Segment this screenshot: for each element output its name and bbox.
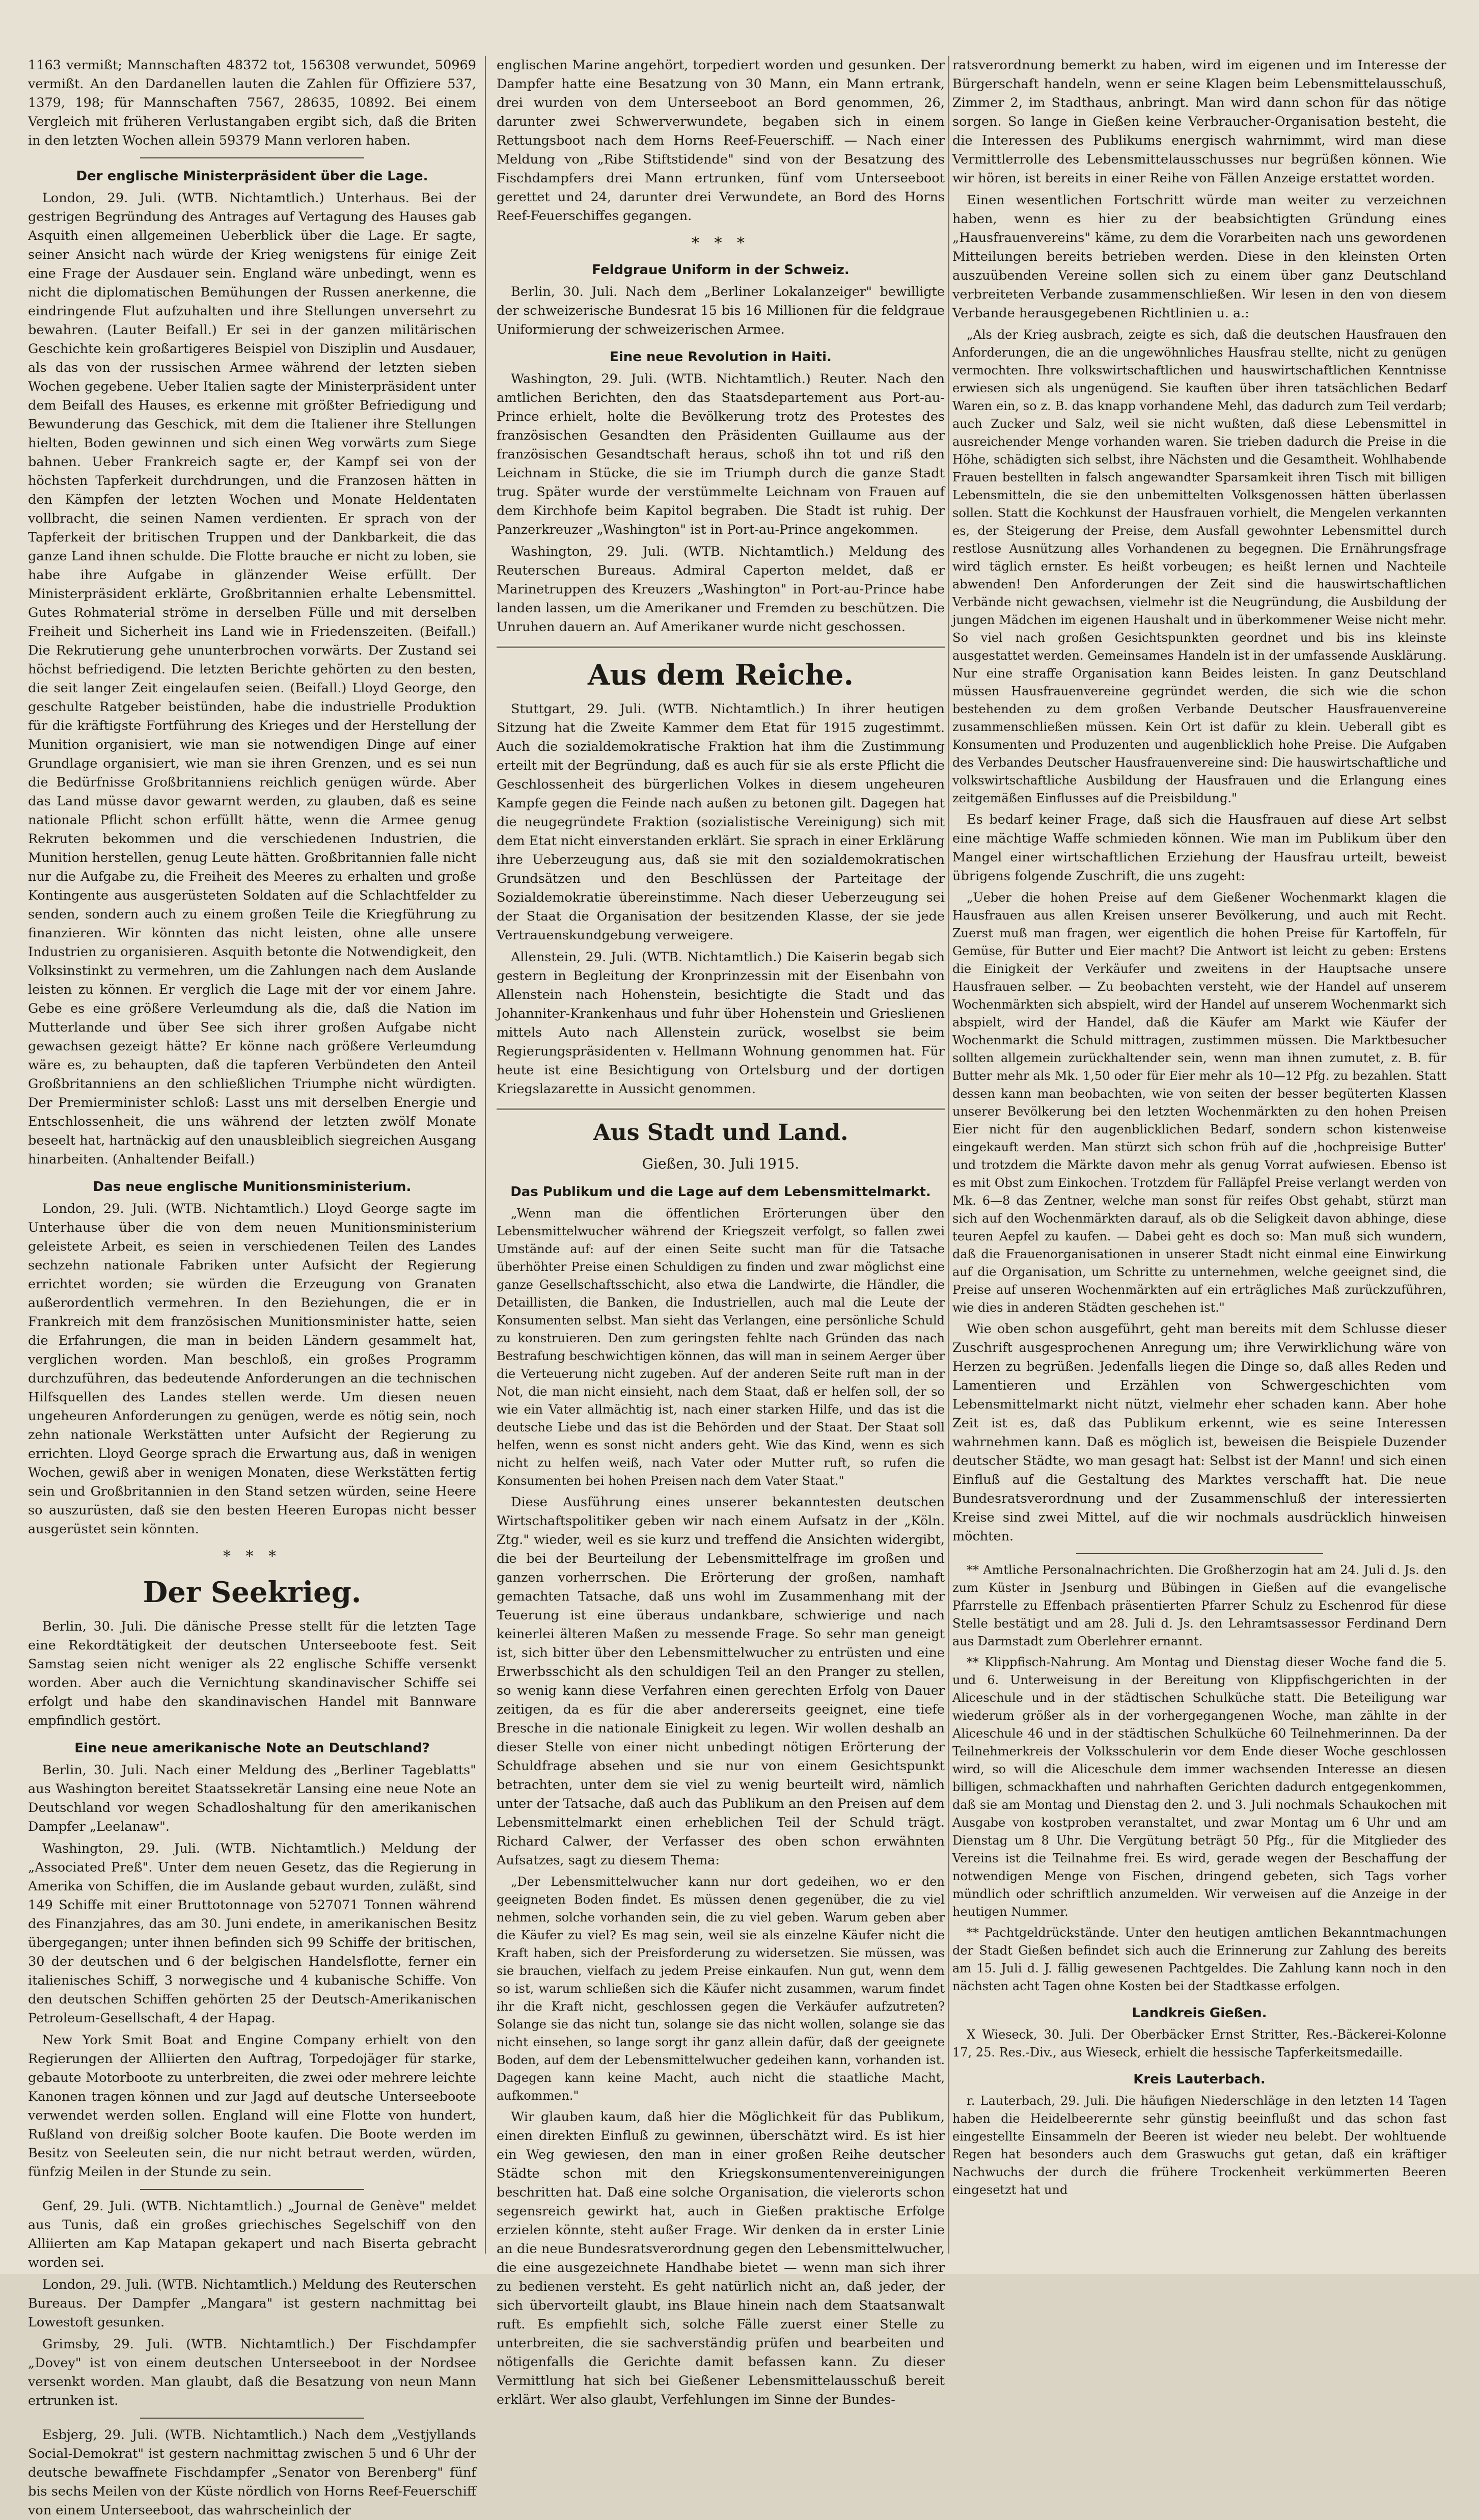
article-klippfisch: ** Klippfisch-Nahrung. Am Montag und Dienstag dieser Woche fand die 5. und 6. Unterweisung in der Bereitung von Klippfischgerichten in der Aliceschule und in der städtischen Schulküche statt. Die Beteiligung war wiederum größer als in der vorhergegangenen Woche, man zählte in der Aliceschule 46 und in der städtischen Schulküche 60 Teilnehmerinnen. Da der Teilnehmerkreis der Volksschulerin vor dem Ende dieser Woche geschlossen wird, so will die Aliceschule dem immer wachsenden Interesse an diesen billigen, schmackhaften und nahrhaften Gerichten dadurch entgegenkommen, daß sie am Montag und Dienstag den 2. und 3. Juli nochmals Schaukochen mit Ausgabe von kostproben veranstaltet, und zwar Montag um 6 Uhr und am Dienstag um 8 Uhr. Die Vergütung beträgt 50 Pfg., für die Mitglieder des Vereins ist die Teilnahme frei. Es wird, gerade wegen der Beschaffung der notwendigen Menge von Fischen, dringend gebeten, sich Tags vorher mündlich oder schriftlich anzumelden. Wir verweisen auf die Anzeige in der heutigen Nummer. <box>952 1655 1446 1919</box>
article-stuttgart: Stuttgart, 29. Juli. (WTB. Nichtamtlich.) In ihrer heutigen Sitzung hat die Zweite Kammer dem Etat für 1915 zugestimmt. Auch die sozialdemokratische Fraktion hat ihm die Zustimmung erteilt mit der Begründung, daß es auch für sie als erste Pflicht die Geschlossenheit des bürgerlichen Volkes in diesem ungeheuren Kampfe gegen die Feinde nach außen zu betonen gilt. Dagegen hat die neugegründete Fraktion (sozialistische Vereinigung) sich mit dem Etat nicht einverstanden erklärt. Sie sprach in einer Erklärung ihre Ueberzeugung aus, daß sie mit den sozialdemokratischen Grundsätzen und den Beschlüssen der Parteitage der Sozialdemokratie übereinstimme. Nach dieser Ueberzeugung sei der Staat die Organisation der besitzenden Klasse, der sie jede Vertrauenskundgebung verweigere. <box>497 701 945 943</box>
article-note: Berlin, 30. Juli. Nach einer Meldung des „Berliner Tageblatts" aus Washington bereitet Staatssekretär Lansing eine neue Note an Deutschland vor wegen Schadloshaltung für den amerikanischen Dampfer „Leelanaw". <box>28 1763 476 1834</box>
column-rule <box>485 56 486 2254</box>
headline-lauterbach: Kreis Lauterbach. <box>1133 2072 1266 2087</box>
headline-ministerpraesident: Der englische Ministerpräsident über die Lage. <box>76 169 428 184</box>
dateline: Gießen, 30. Juli 1915. <box>642 1155 800 1172</box>
section-title-seekrieg: Der Seekrieg. <box>143 1576 362 1609</box>
article-hausfrauenverein: Einen wesentlichen Fortschritt würde man weiter zu verzeichnen haben, wenn es hier zu der beabsichtigten Gründung eines „Hausfrauenvereins" käme, zu dem die Vorarbeiten nach uns gewordenen Mitteilungen bereits betrieben werden. Diese in den kleinsten Orten auszuübenden Vereine sollen sich zu einem über ganz Deutschland verbreiteten Verbande zusammenschließen. Wir lesen in den von diesem Verbande herausgegebenen Richtlinien u. a.: <box>952 193 1446 321</box>
article-zuschrift-quote: „Ueber die hohen Preise auf dem Gießener Wochenmarkt klagen die Hausfrauen aus allen Kreisen unserer Bevölkerung, und auch mit Recht. Zuerst muß man fragen, wer eigentlich die hohen Preise für Kartoffeln, für Gemüse, für Butter und Eier macht? Die Antwort ist leicht zu geben: Erstens die Einigkeit der Verkäufer und zweitens in der Hauptsache unsere Hausfrauen selber. — Zu beobachten versteht, wie der Handel auf unserem Wochenmärkten sich abspielt, wird der Handel auf unserem Wochenmarkt sich abspielt, wird der Handel, daß die Käufer am Markt wie Käufer der Wochenmarkt die Schuld mittragen, zustimmen müssen. Die Marktbesucher sollten allgemein zurückhaltender sein, wenn man ihnen zumutet, z. B. für Butter mehr als Mk. 1,50 oder für Eier mehr als 10—12 Pfg. zu bezahlen. Statt dessen kann man beobachten, wie von seiten der besser begüterten Klassen unserer Bevölkerung bei den letzten Wochenmärkten zu den hohen Preisen Eier nicht für den augenblicklichen Bedarf, sondern schon kistenweise eingekauft werden. Man stürzt sich schon früh auf die ,hochpreisige Butter' und trotzdem die Märkte davon mehr als genug Vorrat aufwiesen. Ebenso ist es mit Obst zum Einkochen. Trotzdem für Falläpfel Preise verlangt werden von Mk. 6—8 das Zentner, welche man sonst für reifes Obst gehabt, stürzt man sich auf den Wochenmärkten darauf, als ob die Seligkeit davon abhinge, diese teuren Aepfel zu kaufen. — Dabei geht es doch so: Man muß sich wundern, daß die Frauenorganisationen in unserer Stadt nicht einmal eine Einwirkung auf die Organisation, um Schritte zu unternehmen, welche geeignet sind, die Preise auf unseren Wochenmärkten auf ein erträgliches Maß zurückzuführen, wie dies in anderen Städten geschehen ist." <box>952 890 1446 1315</box>
article-ministerpraesident: London, 29. Juli. (WTB. Nichtamtlich.) Unterhaus. Bei der gestrigen Begründung des Antrages auf Vertagung des Hauses gab Asquith einen allgemeinen Ueberblick über die Lage. Er sagte, seiner Ansicht nach würde der Krieg wenigstens für einige Zeit eine Frage der Ausdauer sein. England wäre unbedingt, wenn es nicht die diplomatischen Bemühungen der Russen anerkenne, die eindringende Flut aufzuhalten und ihre Stellungen unversehrt zu bewahren. (Lauter Beifall.) Er sei in der ganzen militärischen Geschichte kein großartigeres Beispiel von Disziplin und Ausdauer, als das von der russischen Armee während der letzten sieben Wochen gegebene. Ueber Italien sagte der Ministerpräsident unter dem Beifall des Hauses, es erkenne mit größter Befriedigung und Bewunderung das Geschick, mit dem die Italiener ihre Stellungen hielten, Boden gewinnen und sich einen Weg vorwärts zum Siege bahnen. Ueber Frankreich sagte er, der Kampf sei von der höchsten Tapferkeit durchdrungen, und die Franzosen hätten in den Kämpfen der letzten Wochen und Monate Heldentaten vollbracht, die seinen Namen verdienten. Er sprach von der Tapferkeit der britischen Truppen und der Dankbarkeit, die das ganze Land ihnen schulde. Die Flotte brauche er nicht zu loben, sie habe ihre Aufgabe in glänzender Weise erfüllt. Der Ministerpräsident erklärte, Großbritannien erhalte Lebensmittel. Gutes Rohmaterial ströme in derselben Fülle und mit derselben Freiheit und Sicherheit ins Land wie in Friedenszeiten. (Beifall.) Die Rekrutierung gehe ununterbrochen vorwärts. Der Zustand sei höchst befriedigend. Die letzten Berichte gehörten zu den besten, die seit langer Zeit eingelaufen seien. (Beifall.) Lloyd George, den geschulte Ratgeber beistünden, habe die industrielle Produktion für die kräftigste Fortführung des Krieges und der Herstellung der Munition organisiert, wie man sie notwendigen Dinge auf einer Grundlage organisiert, wie man sie ihren Grenzen, und es sei nun die Bedürfnisse Großbritanniens reichlich genügen würde. Aber das Land müsse davor gewarnt werden, zu glauben, daß es seine nationale Pflicht schon erfüllt hätte, wenn die Armee genug Rekruten bekommen und die verschiedenen Industrien, die Munition herstellen, genug Leute hätten. Großbritannien falle nicht nur die Aufgabe zu, die Freiheit des Meeres zu erhalten und große Kontingente aus ausgerüsteten Soldaten auf die Schlachtfelder zu senden, sondern auch zu einem großen Teile die Kriegführung zu finanzieren. Wir könnten das nicht leisten, ohne alle unsere Industrien zu organisieren. Asquith betonte die Notwendigkeit, den Volksinstinkt zu vermehren, um die Zahlungen nach dem Auslande leisten zu können. Er verglich die Lage mit der vor einem Jahre. Gebe es eine größere Verleumdung als die, daß die Nation im Mutterlande und über See sich ihrer großen Aufgabe nicht gewachsen gezeigt hätte? Er könne nach größere Verleumdung wäre es, zu behaupten, daß die tapferen Verbündeten den Anteil Großbritanniens an den schließlichen Triumphe nicht würdigten. Der Premierminister schloß: Lasst uns mit derselben Energie und Entschlossenheit, die uns während der letzten zwölf Monate beseelt hat, hartnäckig auf den unausbleiblich siegreichen Ausgang hinarbeiten. (Anhaltender Beifall.) <box>28 191 476 1167</box>
divider <box>140 2189 364 2190</box>
article-esbjerg: Esbjerg, 29. Juli. (WTB. Nichtamtlich.) Nach dem „Vestjyllands Social-Demokrat" ist gestern nachmittag zwischen 5 und 6 Uhr der deutsche bewaffnete Fischdampfer „Senator von Berenberg" fünf bis sechs Meilen von der Küste nördlich von Horns Reef-Feuerschiff von einem Unterseeboot, das wahrscheinlich der <box>28 2427 476 2518</box>
article-publikum: Diese Ausführung eines unserer bekanntesten deutschen Wirtschaftspolitiker geben wir nach einem Aufsatz in der „Köln. Ztg." wieder, weil es sie kurz und treffend die Ansichten widergibt, die bei der Beurteilung der Lebensmittelfrage im großen und ganzen vorherrschen. Die Erörterung der großen, namhaft gemachten Tatsache, daß uns wohl im Zusammenhang mit der Teuerung ist eine überaus undankbare, schwierige und nach keinerlei älteren Maßen zu messende Frage. So sehr man geneigt ist, sich bitter über den Lebensmittelwucher zu entrüsten und eine Erwerbsschicht als den schuldigen Teil an den Pranger zu stellen, so wenig kann diese Verfahren einen gerechten Erfolg von Dauer zeitigen, da es für die aber andererseits geeignet, eine tiefe Bresche in die nationale Einigkeit zu legen. Wir wollen deshalb an dieser Stelle von einer nicht unbedingt nötigen Erörterung der Schuldfrage absehen und sie nur von einem Gesichtspunkt betrachten, unter dem sie viel zu wenig beurteilt wird, nämlich unter der Tatsache, daß auch das Publikum an den Preisen auf dem Lebensmittelmarkt einen erheblichen Teil der Schuld trägt. Richard Calwer, der Verfasser des oben schon erwähnten Aufsatzes, sagt zu diesem Thema: <box>497 1495 945 1868</box>
column-3 <box>952 56 1446 2254</box>
headline-munitions: Das neue englische Munitionsministerium. <box>93 1179 412 1195</box>
section-stars: * * * <box>223 1548 282 1565</box>
section-stars: * * * <box>691 234 750 252</box>
article-newyork: New York Smit Boat and Engine Company erhielt von den Regierungen der Alliierten den Auftrag, Torpedojäger für starke, gebaute Motorboote zu unterbreiten, die zwei oder mehrere leichte Kanonen tragen können und zur Jagd auf deutsche Unterseeboote verwendet werden sollen. England will eine Flotte von hundert, Rußland von dreißig solcher Boote kaufen. Die Boote werden im Besitz von Seeleuten sein, die nur nicht betraut werden, würden, fünfzig Meilen in der Stunde zu sein. <box>28 2033 476 2180</box>
article-haiti: Washington, 29. Juli. (WTB. Nichtamtlich.) Reuter. Nach den amtlichen Berichten, den das Staatsdepartement aus Port-au-Prince erhielt, holte die Bevölkerung trotz des Protestes des französischen Gesandten den Präsidenten Guillaume aus der französischen Gesandtschaft heraus, schoß ihn tot und riß den Leichnam in Stücke, die sie im Triumph durch die ganze Stadt trug. Später wurde der verstümmelte Leichnam von Frauen auf dem Kirchhofe beim Kapitol begraben. Die Stadt ist ruhig. Der Panzerkreuzer „Washington" ist in Port-au-Prince angekommen. <box>497 371 945 537</box>
article-uniform: Berlin, 30. Juli. Nach dem „Berliner Lokalanzeiger" bewilligte der schweizerische Bundesrat 15 bis 16 Millionen für die feldgraue Uniformierung der schweizerischen Armee. <box>497 284 945 337</box>
article-personalnachrichten: ** Amtliche Personalnachrichten. Die Großherzogin hat am 24. Juli d. Js. den zum Küster in Jsenburg und Bübingen in Gießen auf die evangelische Pfarrstelle zu Effenbach präsentierten Pfarrer Schulz zu Eschenrod für diese Stelle bestätigt und am 28. Juli d. Js. den Lehramtsassessor Ferdinand Dern aus Darmstadt zum Oberlehrer ernannt. <box>952 1563 1446 1648</box>
headline-uniform: Feldgraue Uniform in der Schweiz. <box>592 262 850 278</box>
headline-note: Eine neue amerikanische Note an Deutschland? <box>74 1741 430 1756</box>
article-anregung: Wie oben schon ausgeführt, geht man bereits mit dem Schlusse dieser Zuschrift ausgesprochenen Anregung um; ihre Verwirklichung wäre von Herzen zu begrüßen. Jedenfalls liegen die Dinge so, daß alles Reden und Lamentieren und Erzählen von Schwergeschichten vom Lebensmittelmarkt nicht nützt, vielmehr eher schaden kann. Aber hohe Zeit ist es, daß das Publikum erkennt, wie es seine Interessen wahrnehmen kann. Daß es möglich ist, beweisen die Beispiele Duzender deutscher Städte, wo man gesagt hat: Selbst ist der Mann! und sich einen Einfluß auf die Gestaltung des Marktes verschafft hat. Die neue Bundesratsverordnung und der Zusammenschluß der interessierten Kreise sind zwei Mittel, auf die wir nochmals ausdrücklich hinweisen möchten. <box>952 1321 1446 1544</box>
article-genf: Genf, 29. Juli. (WTB. Nichtamtlich.) „Journal de Genève" meldet aus Tunis, daß ein großes griechisches Segelschiff von den Alliierten am Kap Matapan gekapert und nach Biserta gebracht worden sei. <box>28 2199 476 2270</box>
article-grimsby: Grimsby, 29. Juli. (WTB. Nichtamtlich.) Der Fischdampfer „Dovey" ist von einem deutschen Unterseeboot in der Nordsee versenkt worden. Man glaubt, daß die Besatzung von neun Mann ertrunken ist. <box>28 2337 476 2408</box>
article-publikum-continued: ratsverordnung bemerkt zu haben, wird im eigenen und im Interesse der Bürgerschaft handeln, wenn er seine Klagen beim Lebensmittelausschuß, Zimmer 2, im Stadthaus, anbringt. Man wird dann schon für das nötige sorgen. So lange in Gießen keine Verbraucher-Organisation besteht, die die Interessen des Publikums energisch wahrnimmt, wird man diese Vermittlerrolle des Lebensmittelausschusses nur begrüßen können. Wie wir hören, ist bereits in einer Reihe von Fällen Anzeige erstattet worden. <box>952 58 1446 186</box>
section-divider <box>497 1108 945 1110</box>
divider <box>140 157 364 158</box>
article-allenstein: Allenstein, 29. Juli. (WTB. Nichtamtlich.) Die Kaiserin begab sich gestern in Begleitung der Kronprinzessin mit der Eisenbahn von Allenstein nach Hohenstein, besichtigte die Stadt und das Johanniter-Krankenhaus und fuhr über Hohenstein und Grieslienen mittels Auto nach Allenstein zurück, woselbst sie beim Regierungspräsidenten v. Hellmann Wohnung genommen hat. Für heute ist eine Besichtigung von Ortelsburg und der dortigen Kriegslazarette in Aussicht genommen. <box>497 950 945 1097</box>
divider <box>140 2418 364 2419</box>
section-title-stadt-land: Aus Stadt und Land. <box>593 1120 848 1146</box>
headline-haiti: Eine neue Revolution in Haiti. <box>610 349 832 365</box>
article-esbjerg-continued: englischen Marine angehört, torpediert worden und gesunken. Der Dampfer hatte eine Besatzung von 30 Mann, ein Mann ertrank, drei wurden von dem Unterseeboot an Bord genommen, 26, darunter zwei Schwerverwundete, begaben sich in einem Rettungsboot nach dem Horns Reef-Feuerschiff. — Nach einer Meldung von „Ribe Stiftstidende" sind von der Besatzung des Fischdampfers drei Mann ertrunken, fünf vom Unterseeboot gerettet und 24, darunter drei Verwundete, an Bord des Horns Reef-Feuerschiffes gegangen. <box>497 58 945 224</box>
article-publikum-2: Wir glauben kaum, daß hier die Möglichkeit für das Publikum, einen direkten Einfluß zu gewinnen, überschätzt wird. Es ist hier ein Weg gewiesen, den man in einer großen Reihe deutscher Städte schon mit den Kriegskonsumentenvereinigungen beschritten hat. Daß eine solche Organisation, die vielerorts schon segensreich gewirkt hat, auch in Gießen praktische Erfolge erzielen könnte, steht außer Frage. Wir denken da in erster Linie an die neue Bundesratsverordnung gegen den Lebensmittelwucher, die eine ausgezeichnete Handhabe bietet — wenn man sich ihrer zu bedienen versteht. Es geht natürlich nicht an, daß jeder, der sich übervorteilt glaubt, ins Blaue hinein nach dem Staatsanwalt ruft. Es empfiehlt sich, solche Fälle zuerst einer Stelle zu unterbreiten, die sie sachverständig prüfen und bearbeiten und nötigenfalls die Gerichte damit befassen kann. Zu dieser Vermittlung hat sich bei Gießener Lebensmittelausschuß bereit erklärt. Wer also glaubt, Verfehlungen im Sinne der Bundes- <box>497 2109 945 2407</box>
section-title-reich: Aus dem Reiche. <box>587 658 854 692</box>
article-munitions: London, 29. Juli. (WTB. Nichtamtlich.) Lloyd George sagte im Unterhause über die von dem neuen Munitionsministerium geleistete Arbeit, es seien in verschiedenen Teilen des Landes sechzehn nationale Fabriken unter Aufsicht der Regierung errichtet worden; sie würden die Erzeugung von Granaten außerordentlich vermehren. In den Beziehungen, die er in Frankreich mit dem französischen Munitionsminister hatte, seien die Erfahrungen, die man in beiden Ländern gesammelt hat, verglichen worden. Man beschloß, ein großes Programm durchzuführen, das bedeutende Anforderungen an die technischen Hilfsquellen des Landes stellen werde. Um diesen neuen ungeheuren Anforderungen zu genügen, werde es nötig sein, noch zehn nationale Werkstätten unter Aufsicht der Regierung zu errichten. Lloyd George sprach die Erwartung aus, daß in wenigen Wochen, gewiß aber in wenigen Monaten, diese Werkstätten fertig sein und Großbritannien in den Stand setzen würden, seine Heere so auszurüsten, daß sie den besten Heeren Europas nicht besser ausgerüstet sein könnten. <box>28 1201 476 1537</box>
divider <box>1076 1553 1323 1554</box>
article-waffe: Es bedarf keiner Frage, daß sich die Hausfrauen auf diese Art selbst eine mächtige Waffe schmieden können. Wie man im Publikum über den Mangel einer wirtschaftlichen Erziehung der Hausfrau urteilt, beweist übrigens folgende Zuschrift, die uns zugeht: <box>952 812 1446 884</box>
article-haiti-2: Washington, 29. Juli. (WTB. Nichtamtlich.) Meldung des Reuterschen Bureaus. Admiral Caperton meldet, daß er Marinetruppen des Kreuzers „Washington" in Port-au-Prince habe landen lassen, um die Amerikaner und Fremden zu beschützen. Die Unruhen dauern an. Auf Amerikaner wurde nicht geschossen. <box>497 544 945 635</box>
article-publikum-quote-2: „Der Lebensmittelwucher kann nur dort gedeihen, wo er den geeigneten Boden findet. Es müssen denen gegenüber, die zu viel nehmen, solche vorhanden sein, die zu viel geben. Warum geben aber die Käufer zu viel? Es mag sein, weil sie als einzelne Käufer nicht die Kraft haben, sich der Preisforderung zu widersetzen. Sie müssen, was sie brauchen, vielfach zu jedem Preise einkaufen. Nun gut, wenn dem so ist, warum schließen sich die Käufer nicht zusammen, warum findet ihr die Kraft nicht, geschlossen gegen die Verkäufer aufzutreten? Solange sie das nicht tun, solange sie das nicht wollen, solange sie das nicht einsehen, so lange sorgt ihr ganz allein dafür, daß der geeignete Boden, auf dem der Lebensmittelwucher gedeihen kann, vorhanden ist. Dagegen kann keine Macht, auch nicht die staatliche Macht, aufkommen." <box>497 1875 945 2103</box>
column-2 <box>497 56 945 2407</box>
article-lauterbach: r. Lauterbach, 29. Juli. Die häufigen Niederschläge in den letzten 14 Tagen haben die Heidelbeerernte sehr günstig beeinflußt und das schon fast eingestellte Einsammeln der Beeren ist wieder neu belebt. Der wohltuende Regen hat besonders auch dem Graswuchs gut getan, daß ein kräftiger Nachwuchs der durch die frühere Trockenheit verkümmerten Beeren eingesetzt hat und <box>952 2094 1446 2197</box>
article-seekrieg: Berlin, 30. Juli. Die dänische Presse stellt für die letzten Tage eine Rekordtätigkeit der deutschen Unterseeboote fest. Seit Samstag seien nicht weniger als 22 englische Schiffe versenkt worden. Aber auch die Vernichtung skandinavischer Schiffe sei erfolgt und habe den skandinavischen Handel mit Bannware empfindlich gestört. <box>28 1619 476 1728</box>
column-rule <box>948 56 949 2254</box>
article-casualties-continued: 1163 vermißt; Mannschaften 48372 tot, 156308 verwundet, 50969 vermißt. An den Dardanellen lauten die Zahlen für Offiziere 537, 1379, 198; für Mannschaften 7567, 28635, 10892. Bei einem Vergleich mit früheren Verlustangaben ergibt sich, daß die Briten in den letzten Wochen allein 59379 Mann verloren haben. <box>28 58 476 148</box>
article-publikum-quote: „Wenn man die öffentlichen Erörterungen über den Lebensmittelwucher während der Kriegszeit verfolgt, so fallen zwei Umstände auf: auf der einen Seite sucht man für die Tatsache überhöhter Preise einen Schuldigen zu finden und zwar möglichst eine ganze Gesellschaftsschicht, also etwa die Landwirte, die Händler, die Detaillisten, die Banken, die Industriellen, auch mal die Leute der Konsumenten selbst. Man sieht das Verlangen, eine persönliche Schuld zu konstruieren. Den zum geringsten fehlte nach Gründen das nach Bestrafung beschwichtigen können, das will man in seinem Aerger über die Verteuerung nicht zugeben. Auf der anderen Seite ruft man in der Not, die man nicht einsieht, nach dem Staat, daß er helfen soll, der so wie ein Vater allmächtig ist, nach einer starken Hilfe, und das ist die deutsche Liebe und das ist die Behörden und der Staat. Der Staat soll helfen, wenn es sonst nicht anders geht. Wie das Kind, wenn es sich nicht zu helfen weiß, nach Vater oder Mutter ruft, so rufen die Konsumenten bei hohen Preisen nach dem Vater Staat." <box>497 1206 945 1488</box>
article-wieseck: X Wieseck, 30. Juli. Der Oberbäcker Ernst Stritter, Res.-Bäckerei-Kolonne 17, 25. Res.-Div., aus Wieseck, erhielt die hessische Tapferkeitsmedaille. <box>952 2027 1446 2060</box>
article-washington: Washington, 29. Juli. (WTB. Nichtamtlich.) Meldung der „Associated Preß". Unter dem neuen Gesetz, das die Regierung in Amerika von Schiffen, die im Auslande gebaut wurden, zuläßt, sind 149 Schiffe mit einer Bruttotonnage von 527071 Tonnen während des Finanzjahres, das am 30. Juni endete, in amerikanischen Besitz übergegangen; unter ihnen befinden sich 99 Schiffe der britischen, 30 der deutschen und 6 der belgischen Handelsflotte, ferner ein italienisches Schiff, 3 norwegische und 4 kubanische Schiffe. Von den deutschen Schiffen gehörten 25 der Deutsch-Amerikanischen Petroleum-Gesellschaft, 4 der Hapag. <box>28 1841 476 2026</box>
article-richtlinien-quote: „Als der Krieg ausbrach, zeigte es sich, daß die deutschen Hausfrauen den Anforderungen, die an die ungewöhnliches Hausfrau stellte, nicht zu genügen vermochten. Ihre volkswirtschaftlichen und hauswirtschaftlichen Kenntnisse erwiesen sich als ungenügend. Sie kauften über ihren tatsächlichen Bedarf Waren ein, so z. B. das knapp vorhandene Mehl, das dadurch zum Teil verdarb; auch Zucker und Salz, weil sie nicht wußten, daß diese Lebensmittel in ausreichender Menge vorhanden waren. Sie trieben dadurch die Preise in die Höhe, schädigten sich selbst, ihre Nächsten und die Gesamtheit. Wohlhabende Frauen bestellten in falsch angewandter Sparsamkeit ihren Tisch mit billigen Lebensmitteln, die sie den unbemittelten Volksgenossen hätten überlassen sollen. Statt die Kochkunst der Hausfrauen vorhielt, die Mengelen verkannten es, der Steigerung der Preise, dem Ausfall gewohnter Lebensmittel durch restlose Ausnützung alles Vorhandenen zu begegnen. Die Ernährungsfrage wird täglich ernster. Es heißt vorbeugen; es heißt lernen und Nachteile abwenden! Den Anforderungen der Zeit sind die hauswirtschaftlichen Verbände nicht gewachsen, vielmehr ist die Neugründung, die Ausbildung der jungen Mädchen im eigenen Haushalt und in überkommener Weise nicht mehr. So viel nach großen Gesichtspunkten geordnet und bis ins kleinste ausgestattet werden. Gemeinsames Handeln ist in der umfassende Ausklärung. Nur eine straffe Organisation kann Beides leisten. In ganz Deutschland müssen Hausfrauenvereine gegründet werden, die sich wie die schon bestehenden zu dem großen Verbande Deutscher Hausfrauenvereine zusammenschließen müssen. Kein Ort ist dafür zu klein. Ueberall gibt es Konsumenten und Produzenten und augenblicklich hohe Preise. Die Aufgaben des Verbandes Deutscher Hausfrauenvereine sind: Die hauswirtschaftliche und volkswirtschaftliche Ausbildung der Hausfrauen und die Erlangung eines zeitgemäßen Einflusses auf die Preisbildung." <box>952 328 1446 805</box>
article-pachtgeld: ** Pachtgeldrückstände. Unter den heutigen amtlichen Bekanntmachungen der Stadt Gießen befindet sich auch die Erinnerung zur Zahlung des bereits am 15. Juli d. J. fällig gewesenen Pachtgeldes. Die Zahlung kann noch in den nächsten acht Tagen ohne Kosten bei der Stadtkasse erfolgen. <box>952 1926 1446 1993</box>
headline-landkreis: Landkreis Gießen. <box>1132 2006 1267 2021</box>
headline-publikum: Das Publikum und die Lage auf dem Lebensmittelmarkt. <box>510 1184 931 1200</box>
article-london: London, 29. Juli. (WTB. Nichtamtlich.) Meldung des Reuterschen Bureaus. Der Dampfer „Mangara" ist gestern nachmittag bei Lowestoft gesunken. <box>28 2277 476 2330</box>
column-1 <box>28 56 476 2518</box>
section-divider <box>497 646 945 648</box>
